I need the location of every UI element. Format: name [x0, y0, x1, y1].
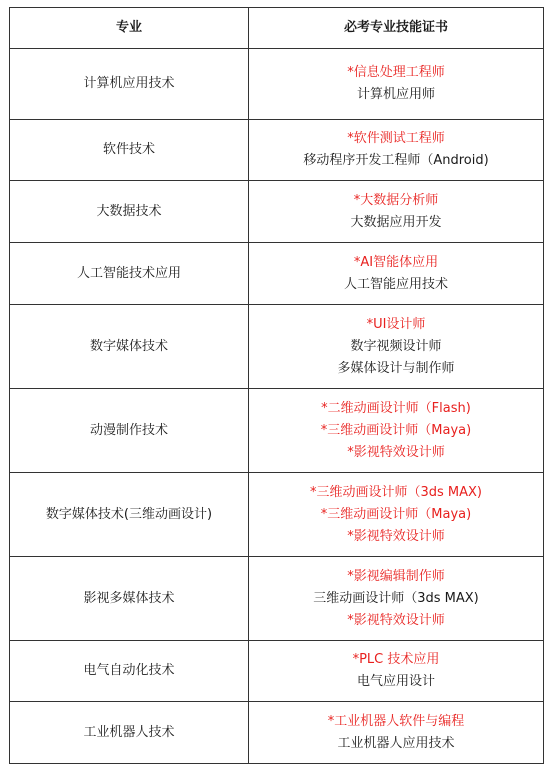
required-certificate: *工业机器人软件与编程 — [327, 713, 465, 729]
certificate-cell — [249, 243, 544, 305]
certificate: 人工智能应用技术 — [343, 276, 448, 292]
major-cell: 计算机应用技术 — [10, 49, 249, 120]
required-certificate: *影视特效设计师 — [347, 612, 445, 628]
required-certificate: *影视编辑制作师 — [347, 568, 445, 584]
major-cell: 动漫制作技术 — [10, 389, 249, 473]
certificate-cell — [249, 473, 544, 557]
certificate-cell — [249, 557, 544, 641]
certificate-cell — [249, 702, 544, 764]
table-row — [10, 181, 544, 243]
major-cell: 软件技术 — [10, 120, 249, 181]
table-row — [10, 641, 544, 702]
table-row — [10, 473, 544, 557]
required-certificate: *软件测试工程师 — [347, 131, 445, 146]
certificate: 三维动画设计师（3ds MAX) — [313, 590, 479, 606]
certificate: 数字视频设计师 — [350, 338, 442, 354]
major-cell: 电气自动化技术 — [10, 641, 249, 702]
table-row — [10, 305, 544, 389]
certificate-cell — [249, 641, 544, 702]
certificate: 大数据应用开发 — [350, 214, 442, 230]
certificate: 计算机应用师 — [356, 87, 435, 102]
required-certificate: *三维动画设计师（3ds MAX) — [309, 484, 482, 500]
certificate-cell — [249, 305, 544, 389]
certificate-cell — [249, 181, 544, 243]
table-row — [10, 120, 544, 181]
table-body — [10, 49, 544, 764]
required-certificate: *三维动画设计师（Maya) — [320, 422, 472, 438]
major-cell: 数字媒体技术(三维动画设计) — [10, 473, 249, 557]
major-cell: 人工智能技术应用 — [10, 243, 249, 305]
required-certificate: *影视特效设计师 — [347, 528, 445, 544]
required-certificate: *PLC 技术应用 — [352, 652, 440, 667]
major-cell: 大数据技术 — [10, 181, 249, 243]
header-certificate: 必考专业技能证书 — [249, 8, 544, 49]
required-certificate: *二维动画设计师（Flash) — [321, 400, 471, 416]
certificate-cell — [249, 49, 544, 120]
table-row — [10, 243, 544, 305]
required-certificate: *大数据分析师 — [353, 192, 439, 208]
required-certificate: *三维动画设计师（Maya) — [320, 506, 472, 522]
certificate-cell — [249, 389, 544, 473]
major-cell: 数字媒体技术 — [10, 305, 249, 389]
required-certificate: *信息处理工程师 — [347, 65, 445, 80]
certificate: 移动程序开发工程师（Android) — [303, 153, 489, 168]
certificate: 电气应用设计 — [356, 674, 435, 689]
major-cell: 影视多媒体技术 — [10, 557, 249, 641]
required-certificate: *影视特效设计师 — [347, 444, 445, 460]
table-row — [10, 389, 544, 473]
certificate-table — [9, 7, 544, 764]
certificate: 多媒体设计与制作师 — [337, 360, 455, 376]
table-row — [10, 557, 544, 641]
table-header-row — [10, 8, 544, 49]
required-certificate: *UI设计师 — [366, 316, 426, 332]
header-major: 专业 — [10, 8, 249, 49]
table-row — [10, 702, 544, 764]
table-row — [10, 49, 544, 120]
certificate-cell — [249, 120, 544, 181]
required-certificate: *AI智能体应用 — [353, 254, 439, 270]
certificate: 工业机器人应用技术 — [337, 735, 455, 751]
major-cell: 工业机器人技术 — [10, 702, 249, 764]
